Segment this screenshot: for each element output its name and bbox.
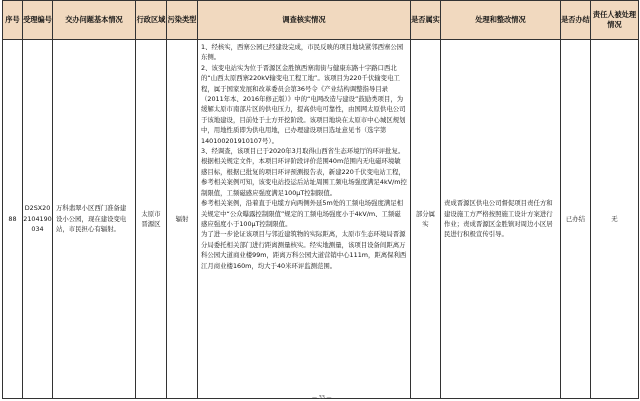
investigation-paragraph-5: 参考相关案例，沿着直于电缆方向两侧外延5m处的工频电场强度满足相关规定中“公众曝露控制限值”规定的工频电场强度小于4kV/m、工频磁感应强度小于100μT控制限值。	[201, 199, 404, 228]
header-verified: 是否属实	[411, 1, 441, 40]
report-table-wrapper	[2, 0, 638, 399]
cell-seq: 88	[3, 40, 23, 399]
cell-verified: 部分属实	[411, 40, 441, 399]
investigation-paragraph-6: 为了进一步论证该项目与邻近建筑物的实际距离，太原市生态环境局晋源分局委托相关部门进行距离测量核实。经实地测量，该项目设备间距离万科公园大道商业楼99m，距离万科公园大道营销中心111m，距离保利西江月商业楼160m，均大于40米环评监测范围。	[201, 230, 407, 270]
header-seq: 序号	[3, 1, 23, 40]
header-pollution: 污染类型	[167, 1, 198, 40]
investigation-paragraph-2: 2、该变电站实为位于晋源区金胜镇西寨南街与健康东路十字路口西北的“山西太原西寨220kV输变电工程工地”。该项目为220千伏输变电工程，属于国家发展和改革委员会第36号令《产业结构调整指导目录（2011年本、2016年修正版）》中的“电网改造与建设”鼓励类项目，为缓解太原市南部片区的供电压力，提高供电可靠性，由国网太原供电公司于该地建设，目前处于土方开挖阶段。该项目地块在太原市中心城区规划中，用地性质即为供电用地，已办理建设项目选址意见书（选字第140100201910107号）。	[201, 63, 406, 145]
investigation-paragraph-3: 3、经调查，该项目已于2020年3月取得山西省生态环境厅的环评批复。	[201, 147, 405, 156]
cell-issue: 万科翡翠小区西门准备建设小公园，现在建设变电站，市民担心有辐射。	[53, 40, 136, 399]
page-number: — 33 —	[312, 395, 332, 401]
cell-handling: 责成晋源区供电公司督促项目责任方和建设施工方严格按照施工设计方案进行作业；责成晋源区金胜镇对周边小区居民进行积极宣传引导。	[441, 40, 561, 399]
header-handling: 处理和整改情况	[441, 1, 561, 40]
cell-closed: 已办结	[561, 40, 591, 399]
report-table	[2, 0, 639, 399]
header-accountability: 责任人被处理情况	[591, 1, 639, 40]
cell-pollution: 辐射	[167, 40, 198, 399]
header-issue: 交办问题基本情况	[53, 1, 136, 40]
investigation-paragraph-1: 1、经核实，西寨公园已经建设完成，市民反映的项目地块紧邻西寨公园东侧。	[201, 43, 404, 62]
cell-code: D2SX202104190034	[23, 40, 53, 399]
investigation-paragraph-4: 根据相关规定文件，本项目环评阶段评价范围40m范围内无电磁环境敏感目标，根据已批复的项目环评预测报告表，新建220千伏变电站工程，参考相关案例可知，该变电站投运后站址周围工频电场强度满足4kV/m控制限值，工频磁感应强度满足100μT控制限值。	[201, 157, 407, 197]
table-row	[3, 40, 639, 399]
header-region: 行政区域	[136, 1, 167, 40]
cell-accountability: 无	[591, 40, 639, 399]
cell-region: 太原市晋源区	[136, 40, 167, 399]
header-row	[3, 1, 639, 40]
header-closed: 是否办结	[561, 1, 591, 40]
header-investigation: 调查核实情况	[198, 1, 411, 40]
cell-investigation	[198, 40, 411, 399]
header-code: 受理编号	[23, 1, 53, 40]
